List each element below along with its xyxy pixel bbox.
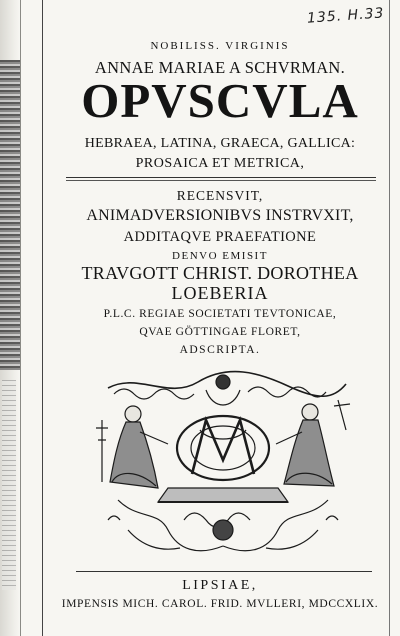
title-line-4: HEBRAEA, LATINA, GRAECA, GALLICA: — [84, 136, 356, 151]
page-edge-left — [42, 0, 43, 636]
frontispiece-edge-lower — [2, 380, 16, 590]
title-rule — [66, 177, 376, 178]
shelfmark: 135. H.33 — [306, 5, 385, 27]
title-line-13: QVAE GÖTTINGAE FLORET, — [139, 326, 301, 338]
author-line: ANNAE MARIAE A SCHVRMAN. — [94, 58, 346, 77]
title-line-9: DENVO EMISIT — [172, 250, 268, 262]
title-line-5: PROSAICA ET METRICA, — [135, 156, 305, 171]
frontispiece-edge — [0, 60, 20, 370]
imprint-line: IMPENSIS MICH. CAROL. FRID. MVLLERI, MDCCXLIX. — [61, 598, 379, 610]
place-of-publication: LIPSIAE, — [182, 578, 258, 593]
title-line-8: ADDITAQVE PRAEFATIONE — [123, 229, 317, 245]
title-rule-thin — [66, 180, 376, 181]
title-line-12: P.L.C. REGIAE SOCIETATI TEVTONICAE, — [103, 308, 337, 320]
title-line-1: NOBILISS. VIRGINIS — [150, 40, 290, 52]
title-line-7: ANIMADVERSIONIBVS INSTRVXIT, — [86, 207, 354, 224]
engraved-vignette — [88, 370, 358, 570]
title-line-14: ADSCRIPTA. — [179, 344, 261, 356]
main-title: OPVSCVLA — [81, 73, 359, 128]
imprint-rule — [76, 571, 372, 572]
editor-name: TRAVGOTT CHRIST. DOROTHEA — [81, 263, 359, 283]
title-line-6: RECENSVIT, — [176, 188, 264, 203]
editor-surname: LOEBERIA — [171, 283, 269, 303]
